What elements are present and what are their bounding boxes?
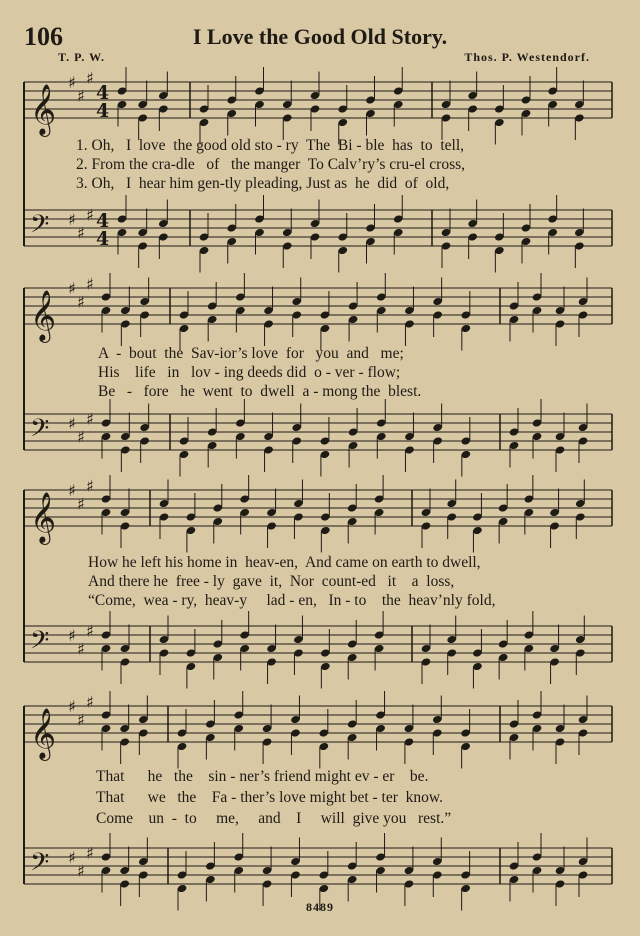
composer-credit: Thos. P. Westendorf.	[464, 50, 590, 64]
lyric-line-verse-2: His life in lov - ing deeds did o - ver - flow;	[98, 364, 401, 381]
sharp-icon: ♯	[77, 639, 85, 659]
treble-clef-icon: 𝄞	[30, 492, 57, 543]
bass-clef-icon: 𝄢	[30, 414, 50, 449]
sharp-icon: ♯	[77, 292, 85, 312]
treble-clef-icon: 𝄞	[30, 290, 57, 341]
sharp-icon: ♯	[68, 73, 76, 92]
sharp-icon: ♯	[77, 710, 85, 730]
plate-number: 8489	[306, 900, 334, 914]
treble-clef-icon: 𝄞	[30, 708, 57, 759]
lyric-line-verse-3: “Come, wea - ry, heav-y lad - en, In - to the heav’nly fold,	[88, 592, 496, 609]
lyric-line-verse-1: A - bout the Sav-ior’s love for you and me;	[98, 345, 404, 362]
sharp-icon: ♯	[77, 86, 85, 106]
lyric-line-verse-1: That he the sin - ner’s friend might ev - er be.	[96, 768, 429, 785]
sharp-icon: ♯	[86, 409, 94, 429]
time-signature: 4	[96, 100, 110, 122]
bass-clef-icon: 𝄢	[30, 210, 50, 245]
sharp-icon: ♯	[86, 476, 94, 496]
sharp-icon: ♯	[77, 494, 85, 514]
sharp-icon: ♯	[86, 843, 94, 863]
bass-clef-icon: 𝄢	[30, 626, 50, 661]
lyric-line-verse-1: How he left his home in heav-en, And came on earth to dwell,	[88, 554, 481, 571]
sharp-icon: ♯	[86, 692, 94, 712]
sharp-icon: ♯	[86, 205, 94, 225]
lyric-line-verse-3: Come un - to me, and I will give you rest.”	[96, 810, 452, 827]
lyric-line-verse-2: And there he free - ly gave it, Nor count-ed it a loss,	[88, 573, 455, 590]
hymn-title: I Love the Good Old Story.	[192, 24, 448, 49]
sharp-icon: ♯	[86, 274, 94, 294]
lyric-line-verse-2: 2. From the cra-dle of the manger To Calv’ry’s cru-el cross,	[76, 156, 466, 173]
sharp-icon: ♯	[77, 427, 85, 447]
treble-clef-icon: 𝄞	[30, 84, 57, 135]
sharp-icon: ♯	[68, 210, 76, 229]
lyric-line-verse-2: That we the Fa - ther’s love might bet - ter know.	[96, 789, 443, 806]
sharp-icon: ♯	[68, 848, 76, 867]
sharp-icon: ♯	[68, 279, 76, 298]
sharp-icon: ♯	[68, 697, 76, 716]
lyric-line-verse-3: Be - fore he went to dwell a - mong the blest.	[98, 383, 422, 400]
sharp-icon: ♯	[86, 621, 94, 641]
sharp-icon: ♯	[77, 223, 85, 243]
lyricist-credit: T. P. W.	[58, 50, 106, 64]
sharp-icon: ♯	[68, 481, 76, 500]
sharp-icon: ♯	[77, 861, 85, 881]
time-signature: 4	[96, 82, 110, 104]
bass-clef-icon: 𝄢	[30, 848, 50, 883]
sharp-icon: ♯	[68, 626, 76, 645]
time-signature: 4	[96, 228, 110, 250]
lyric-line-verse-3: 3. Oh, I hear him gen-tly pleading, Just as he did of old,	[76, 175, 450, 192]
lyric-line-verse-1: 1. Oh, I love the good old sto - ry The Bi - ble has to tell,	[76, 137, 465, 154]
time-signature: 4	[96, 210, 110, 232]
page-number: 106	[24, 22, 63, 51]
sharp-icon: ♯	[68, 414, 76, 433]
sharp-icon: ♯	[86, 68, 94, 88]
